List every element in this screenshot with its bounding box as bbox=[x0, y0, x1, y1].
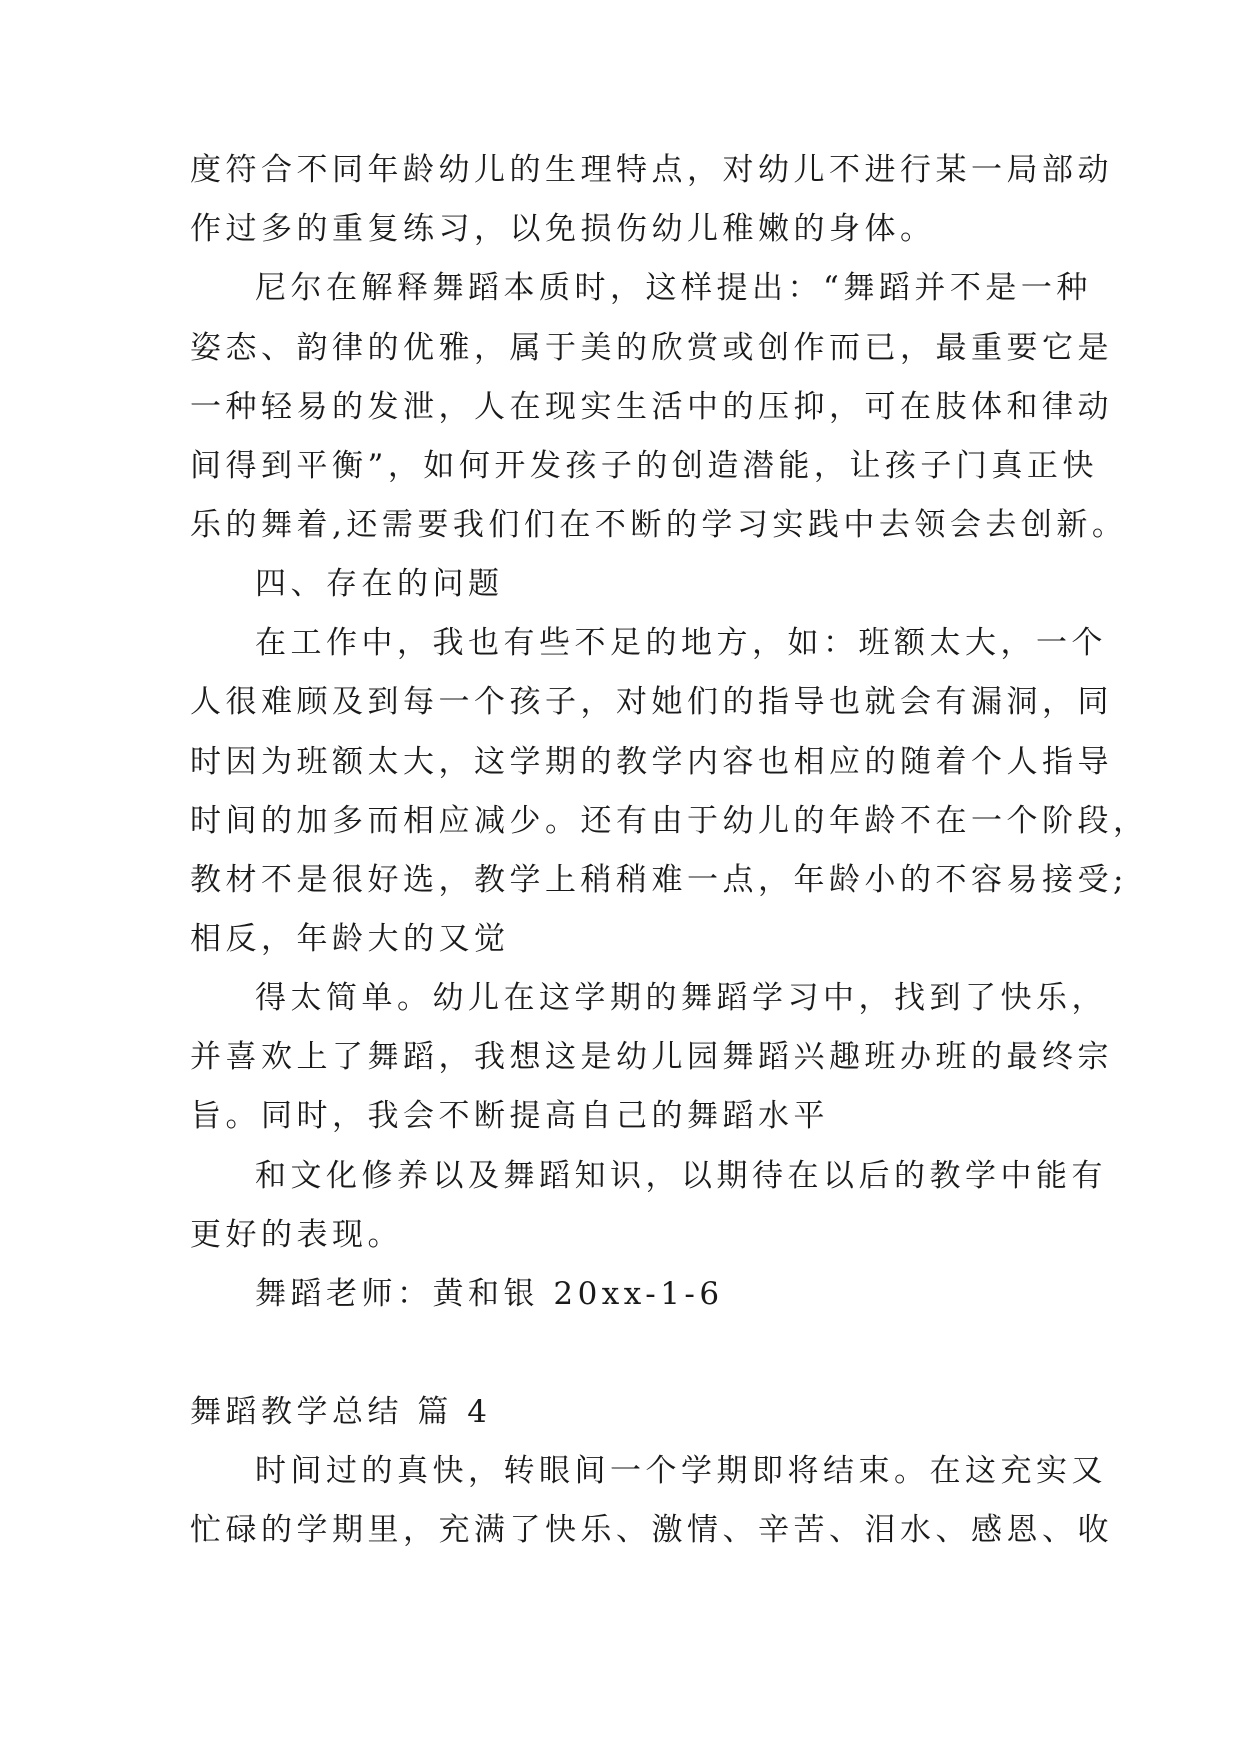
paragraph-line: 时间过的真快，转眼间一个学期即将结束。在这充实又 bbox=[255, 1453, 1107, 1489]
paragraph-line: 时因为班额太大，这学期的教学内容也相应的随着个人指导 bbox=[190, 744, 1113, 780]
signature-line: 舞蹈老师：黄和银 20xx-1-6 bbox=[255, 1276, 724, 1312]
paragraph-line: 作过多的重复练习，以免损伤幼儿稚嫩的身体。 bbox=[190, 211, 936, 247]
paragraph-line: 时间的加多而相应减少。还有由于幼儿的年龄不在一个阶段， bbox=[190, 803, 1149, 839]
paragraph-line: 一种轻易的发泄，人在现实生活中的压抑，可在肢体和律动 bbox=[190, 389, 1113, 425]
paragraph-line: 姿态、韵律的优雅，属于美的欣赏或创作而已，最重要它是 bbox=[190, 330, 1113, 366]
paragraph-line: 旨。同时，我会不断提高自己的舞蹈水平 bbox=[190, 1098, 829, 1134]
paragraph-line: 乐的舞着,还需要我们们在不断的学习实践中去领会去创新。 bbox=[190, 507, 1128, 543]
paragraph-line: 相反，年龄大的又觉 bbox=[190, 921, 510, 957]
article-title: 舞蹈教学总结 篇 4 bbox=[190, 1394, 492, 1430]
paragraph-line: 人很难顾及到每一个孩子，对她们的指导也就会有漏洞，同 bbox=[190, 684, 1113, 720]
section-heading: 四、存在的问题 bbox=[255, 566, 504, 602]
paragraph-line: 在工作中，我也有些不足的地方，如：班额太大，一个 bbox=[255, 625, 1107, 661]
paragraph-line: 教材不是很好选，教学上稍稍难一点，年龄小的不容易接受; bbox=[190, 862, 1128, 898]
paragraph-line: 间得到平衡”，如何开发孩子的创造潜能，让孩子门真正快 bbox=[190, 448, 1098, 484]
paragraph-line: 和文化修养以及舞蹈知识，以期待在以后的教学中能有 bbox=[255, 1158, 1107, 1194]
paragraph-line: 并喜欢上了舞蹈，我想这是幼儿园舞蹈兴趣班办班的最终宗 bbox=[190, 1039, 1113, 1075]
paragraph-line: 得太简单。幼儿在这学期的舞蹈学习中，找到了快乐， bbox=[255, 980, 1107, 1016]
paragraph-line: 尼尔在解释舞蹈本质时，这样提出：“舞蹈并不是一种 bbox=[255, 270, 1092, 306]
paragraph-line: 更好的表现。 bbox=[190, 1217, 403, 1253]
paragraph-line: 忙碌的学期里，充满了快乐、激情、辛苦、泪水、感恩、收 bbox=[190, 1512, 1113, 1548]
paragraph-line: 度符合不同年龄幼儿的生理特点，对幼儿不进行某一局部动 bbox=[190, 152, 1113, 188]
